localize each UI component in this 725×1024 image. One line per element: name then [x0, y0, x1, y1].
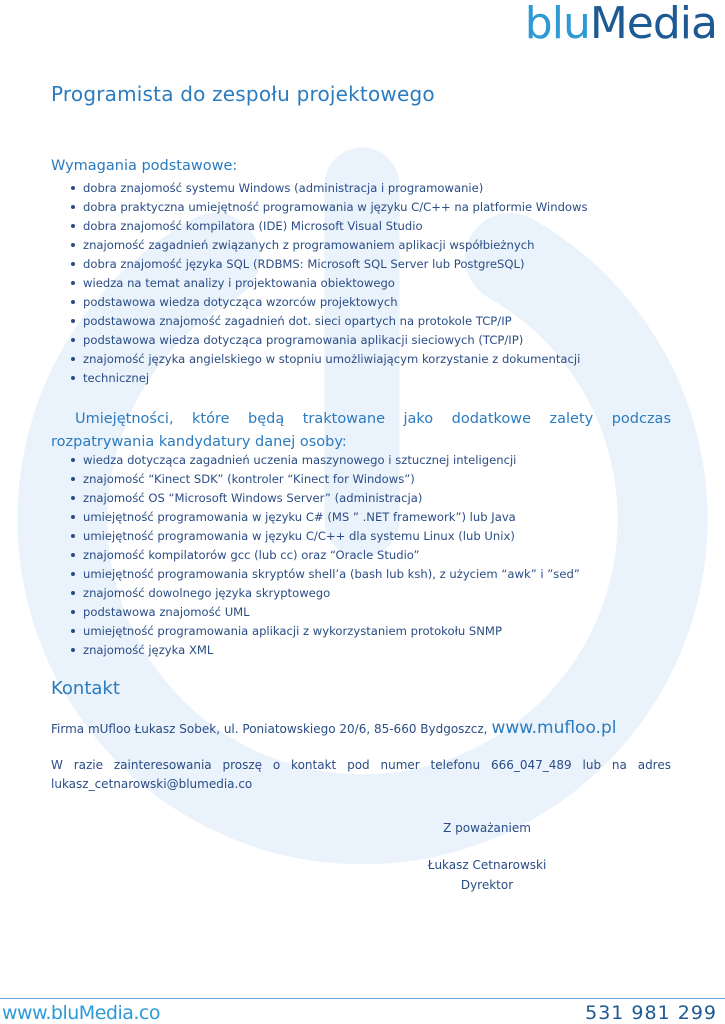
footer-divider [0, 998, 725, 999]
skills-list [71, 451, 580, 660]
list-item: podstawowa znajomość zagadnień dot. sieci opartych na protokole TCP/IP [71, 312, 588, 331]
footer-phone: 531 981 299 [585, 1002, 717, 1024]
contact-paragraph: W razie zainteresowania proszę o kontakt pod numer telefonu 666_047_489 lub na adres lukasz_cetnarowski@blumedia.co [51, 758, 671, 791]
footer-website[interactable]: www.bluMedia.co [2, 1002, 160, 1024]
requirements-list [71, 179, 588, 388]
signature-name: Łukasz Cetnarowski [427, 858, 547, 872]
bluMedia-logo [525, 0, 717, 48]
list-item: dobra praktyczna umiejętność programowania w języku C/C++ na platformie Windows [71, 198, 588, 217]
list-item: wiedza dotycząca zagadnień uczenia maszynowego i sztucznej inteligencji [71, 451, 580, 470]
list-item: znajomość “Kinect SDK” (kontroler “Kinect for Windows”) [71, 470, 580, 489]
logo-media-text: Media [589, 0, 717, 49]
list-item: znajomość języka angielskiego w stopniu umożliwiającym korzystanie z dokumentacji [71, 350, 588, 369]
firm-text: Firma mUfloo Łukasz Sobek, ul. Poniatowskiego 20/6, 85-660 Bydgoszcz, [51, 722, 488, 736]
list-item: podstawowa wiedza dotycząca programowania aplikacji sieciowych (TCP/IP) [71, 331, 588, 350]
requirements-heading: Wymagania podstawowe: [51, 158, 238, 174]
list-item: dobra znajomość kompilatora (IDE) Microsoft Visual Studio [71, 217, 588, 236]
list-item: technicznej [71, 369, 588, 388]
list-item: znajomość zagadnień związanych z programowaniem aplikacji współbieżnych [71, 236, 588, 255]
contact-heading: Kontakt [51, 678, 120, 699]
list-item: wiedza na temat analizy i projektowania obiektowego [71, 274, 588, 293]
firm-website-link[interactable]: www.mufloo.pl [491, 718, 617, 738]
skills-heading: Umiejętności, które będą traktowane jako dodatkowe zalety podczas rozpatrywania kandydatury danej osoby: [51, 411, 671, 450]
logo-blu-text: blu [524, 0, 590, 49]
signature-closing: Z poważaniem [443, 821, 531, 835]
signature-role: Dyrektor [460, 878, 514, 892]
list-item: znajomość kompilatorów gcc (lub cc) oraz “Oracle Studio” [71, 546, 580, 565]
list-item: umiejętność programowania w języku C/C++ dla systemu Linux (lub Unix) [71, 527, 580, 546]
list-item: umiejętność programowania w języku C# (MS ” .NET framework”) lub Java [71, 508, 580, 527]
list-item: znajomość języka XML [71, 641, 580, 660]
list-item: umiejętność programowania skryptów shell’a (bash lub ksh), z użyciem “awk” i ”sed” [71, 565, 580, 584]
list-item: podstawowa wiedza dotycząca wzorców projektowych [71, 293, 588, 312]
list-item: znajomość OS “Microsoft Windows Server” (administracja) [71, 489, 580, 508]
list-item: dobra znajomość języka SQL (RDBMS: Microsoft SQL Server lub PostgreSQL) [71, 255, 588, 274]
list-item: dobra znajomość systemu Windows (administracja i programowanie) [71, 179, 588, 198]
firm-address [51, 718, 616, 738]
list-item: podstawowa znajomość UML [71, 603, 580, 622]
page-title: Programista do zespołu projektowego [51, 82, 435, 106]
list-item: znajomość dowolnego języka skryptowego [71, 584, 580, 603]
list-item: umiejętność programowania aplikacji z wykorzystaniem protokołu SNMP [71, 622, 580, 641]
